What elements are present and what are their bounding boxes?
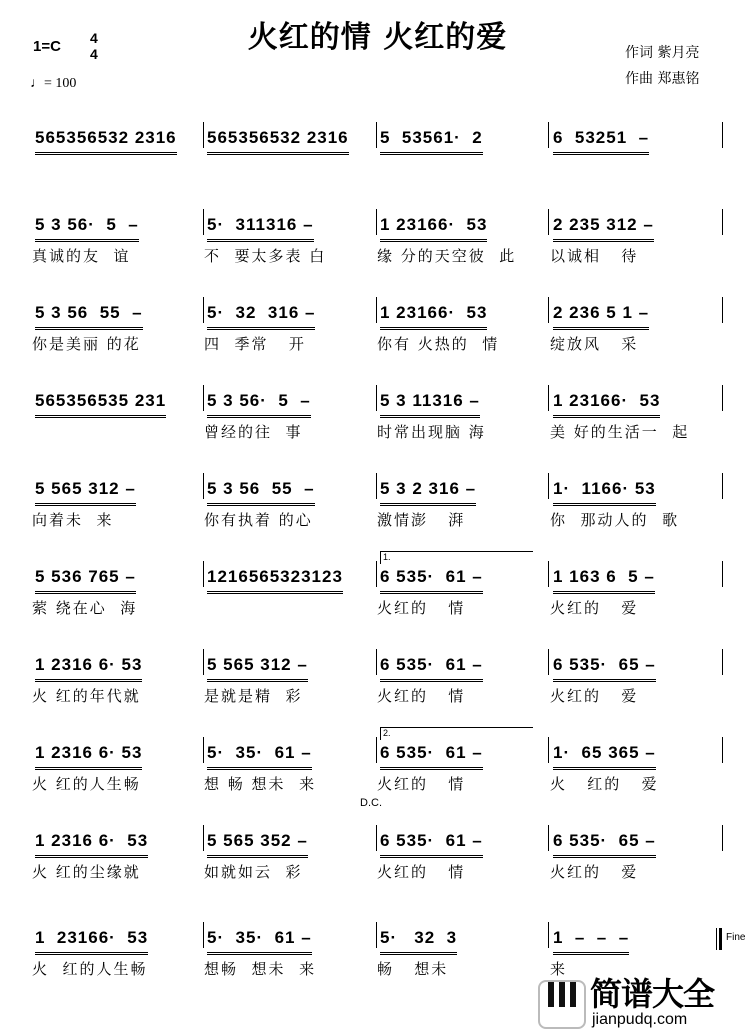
measure-lyrics: 激情澎 湃 — [377, 511, 466, 529]
barline — [376, 122, 377, 148]
barline — [548, 122, 549, 148]
barline — [376, 385, 377, 411]
measure-notes: 5 3 56· 5 – — [207, 391, 311, 418]
measure-notes: 5 565 312 – — [207, 655, 308, 682]
barline — [203, 649, 204, 675]
measure-notes: 1 – – – — [553, 928, 629, 955]
measure-lyrics: 火 红的人生畅 — [32, 960, 148, 978]
measure-notes: 5 536 765 – — [35, 567, 136, 594]
measure-notes: 1216565323123 — [207, 567, 343, 594]
measure-notes: 1 23166· 53 — [553, 391, 660, 418]
measure-lyrics: 来 — [550, 960, 568, 978]
score-row — [0, 655, 755, 715]
measure-notes: 6 535· 61 – — [380, 743, 483, 770]
measure-notes: 6 535· 61 – — [380, 655, 483, 682]
barline — [722, 825, 723, 851]
barline — [203, 473, 204, 499]
measure-notes: 5 565 352 – — [207, 831, 308, 858]
measure-lyrics: 萦 绕在心 海 — [32, 599, 138, 617]
barline — [548, 473, 549, 499]
measure-notes: 5 3 11316 – — [380, 391, 480, 418]
measure-notes: 5· 35· 61 – — [207, 928, 312, 955]
measure-lyrics: 火 红的人生畅 — [32, 775, 141, 793]
barline — [548, 561, 549, 587]
barline — [203, 825, 204, 851]
barline — [376, 737, 377, 763]
measure-notes: 5· 311316 – — [207, 215, 314, 242]
watermark-name: 简谱大全 — [590, 975, 715, 1013]
measure-lyrics: 是就是精 彩 — [204, 687, 303, 705]
measure-notes: 1· 65 365 – — [553, 743, 656, 770]
measure-lyrics: 火红的 情 — [377, 863, 466, 881]
measure-lyrics: 以诚相 待 — [550, 247, 639, 265]
barline — [376, 473, 377, 499]
barline — [203, 561, 204, 587]
volta-bracket: 2. — [380, 727, 533, 740]
measure-notes: 5· 35· 61 – — [207, 743, 312, 770]
measure-lyrics: 火红的 情 — [377, 599, 466, 617]
barline — [722, 122, 723, 148]
measure-notes: 565356532 2316 — [207, 128, 349, 155]
measure-lyrics: 你有 火热的 情 — [377, 335, 500, 353]
barline — [722, 649, 723, 675]
measure-lyrics: 火 红的年代就 — [32, 687, 141, 705]
watermark-url: jianpudq.com — [592, 1011, 688, 1028]
measure-notes: 5 53561· 2 — [380, 128, 483, 155]
measure-notes: 2 236 5 1 – — [553, 303, 649, 330]
score-row — [0, 552, 755, 627]
composer: 作曲 郑惠铭 — [625, 71, 700, 87]
barline — [376, 209, 377, 235]
tempo-marking — [30, 76, 76, 92]
measure-lyrics: 火红的 爱 — [550, 863, 639, 881]
score-row — [0, 391, 755, 451]
measure-lyrics: 时常出现脑 海 — [377, 423, 486, 441]
measure-lyrics: 真诚的友 谊 — [32, 247, 131, 265]
piano-icon — [538, 980, 586, 1029]
measure-notes: 1· 1166· 53 — [553, 479, 656, 506]
measure-notes: 5 565 312 – — [35, 479, 136, 506]
measure-lyrics: 你有执着 的心 — [204, 511, 313, 529]
barline — [548, 297, 549, 323]
measure-lyrics: 向着未 来 — [32, 511, 114, 529]
measure-notes: 5· 32 3 — [380, 928, 457, 955]
barline — [722, 561, 723, 587]
lyricist: 作词 紫月亮 — [625, 45, 700, 61]
measure-notes: 5 3 56 55 – — [207, 479, 315, 506]
barline — [203, 922, 204, 948]
barline — [548, 922, 549, 948]
score-row — [0, 303, 755, 363]
measure-lyrics: 绽放风 采 — [550, 335, 639, 353]
measure-notes: 5 3 56 55 – — [35, 303, 143, 330]
measure-notes: 1 23166· 53 — [380, 303, 487, 330]
barline — [548, 737, 549, 763]
dc-marking: D.C. — [360, 797, 382, 809]
score-row — [0, 831, 755, 891]
measure-lyrics: 火红的 爱 — [550, 599, 639, 617]
song-title: 火红的情 火红的爱 — [247, 20, 508, 55]
measure-lyrics: 火 红的尘缘就 — [32, 863, 141, 881]
score-row — [0, 215, 755, 275]
measure-notes: 5· 32 316 – — [207, 303, 315, 330]
measure-notes: 565356532 2316 — [35, 128, 177, 155]
score-row — [0, 728, 755, 803]
measure-notes: 1 2316 6· 53 — [35, 831, 148, 858]
measure-notes: 1 163 6 5 – — [553, 567, 655, 594]
measure-notes: 6 53251 – — [553, 128, 649, 155]
measure-lyrics: 四 季常 开 — [204, 335, 306, 353]
watermark-logo — [538, 975, 755, 1029]
fine-marking: Fine — [726, 932, 746, 943]
barline — [722, 209, 723, 235]
measure-notes: 1 2316 6· 53 — [35, 655, 142, 682]
measure-notes: 1 23166· 53 — [380, 215, 487, 242]
measure-lyrics: 你是美丽 的花 — [32, 335, 141, 353]
quarter-note-icon: ♩ — [30, 76, 44, 91]
measure-notes: 565356535 231 — [35, 391, 166, 418]
measure-notes: 6 535· 65 – — [553, 655, 656, 682]
barline — [722, 297, 723, 323]
barline — [376, 922, 377, 948]
key-signature: 1=C — [33, 38, 61, 55]
barline — [548, 649, 549, 675]
measure-lyrics: 火红的 爱 — [550, 687, 639, 705]
measure-lyrics: 你 那动人的 歌 — [550, 511, 680, 529]
barline — [376, 561, 377, 587]
barline — [548, 385, 549, 411]
measure-notes: 1 23166· 53 — [35, 928, 148, 955]
measure-lyrics: 火红的 情 — [377, 775, 466, 793]
measure-lyrics: 想畅 想未 来 — [204, 960, 317, 978]
time-bottom: 4 — [90, 46, 98, 62]
barline — [203, 297, 204, 323]
measure-lyrics: 美 好的生活一 起 — [550, 423, 690, 441]
barline — [548, 209, 549, 235]
time-signature — [90, 30, 98, 62]
barline — [203, 122, 204, 148]
barline — [548, 825, 549, 851]
measure-notes: 1 2316 6· 53 — [35, 743, 142, 770]
tempo-value: = 100 — [44, 76, 77, 91]
measure-notes: 6 535· 65 – — [553, 831, 656, 858]
time-top: 4 — [90, 30, 98, 46]
measure-notes: 5 3 56· 5 – — [35, 215, 139, 242]
measure-notes: 5 3 2 316 – — [380, 479, 476, 506]
measure-notes: 6 535· 61 – — [380, 831, 483, 858]
measure-lyrics: 如就如云 彩 — [204, 863, 303, 881]
measure-lyrics: 曾经的往 事 — [204, 423, 303, 441]
measure-lyrics: 想 畅 想未 来 — [204, 775, 317, 793]
measure-lyrics: 不 要太多表 白 — [204, 247, 327, 265]
measure-lyrics: 畅 想未 — [377, 960, 449, 978]
measure-notes: 6 535· 61 – — [380, 567, 483, 594]
barline — [722, 737, 723, 763]
measure-lyrics: 缘 分的天空彼 此 — [377, 247, 517, 265]
barline — [203, 737, 204, 763]
barline — [376, 825, 377, 851]
barline — [203, 209, 204, 235]
volta-bracket: 1. — [380, 551, 533, 564]
barline — [722, 385, 723, 411]
measure-lyrics: 火 红的 爱 — [550, 775, 659, 793]
barline — [722, 473, 723, 499]
score-row — [0, 128, 755, 188]
barline — [376, 297, 377, 323]
barline — [376, 649, 377, 675]
barline — [203, 385, 204, 411]
measure-lyrics: 火红的 情 — [377, 687, 466, 705]
score-row — [0, 479, 755, 539]
measure-notes: 2 235 312 – — [553, 215, 654, 242]
final-barline — [716, 928, 722, 950]
